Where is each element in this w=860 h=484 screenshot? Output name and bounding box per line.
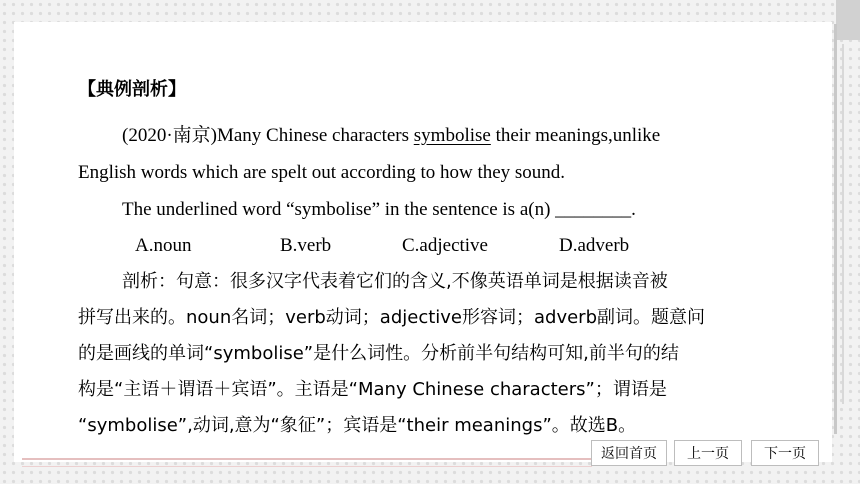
option-b: B.verb: [280, 235, 332, 256]
option-c: C.adjective: [402, 235, 488, 256]
analysis-line-1-text: 剖析：句意：很多汉字代表着它们的含义,不像英语单词是根据读音被: [122, 271, 668, 292]
home-button[interactable]: 返回首页: [591, 440, 667, 466]
analysis-line-4-text: 构是“主语＋谓语＋宾语”。主语是“Many Chinese characters”；谓语是: [78, 379, 667, 400]
analysis-line-5: [78, 408, 636, 444]
analysis-line-3-text: 的是画线的单词“symbolise”是什么词性。分析前半句结构可知,前半句的结: [78, 343, 679, 364]
analysis-line-3: [78, 336, 679, 372]
next-page-button[interactable]: 下一页: [751, 440, 819, 466]
analysis-line-2: [78, 300, 705, 336]
analysis-line-4: [78, 372, 667, 408]
question-line-1: [122, 118, 660, 154]
question-line-2: English words which are spelt out according to how they sound.: [78, 162, 566, 183]
prev-page-button[interactable]: 上一页: [674, 440, 742, 466]
analysis-line-1: [122, 264, 668, 300]
section-heading: 【典例剖析】: [78, 79, 186, 100]
question-line-1-prefix: (2020·南京)Many Chinese characters: [122, 125, 414, 146]
option-d: D.adverb: [559, 235, 630, 256]
question-line-1-suffix: their meanings,unlike: [490, 125, 661, 146]
analysis-line-5-text: “symbolise”,动词,意为“象征”；宾语是“their meanings”。故选B。: [78, 415, 637, 436]
question-line-3: The underlined word “symbolise” in the sentence is a(n) ________.: [122, 199, 636, 220]
option-a: A.noun: [135, 235, 192, 256]
options-row: [0, 228, 860, 264]
analysis-line-2-text: 拼写出来的。noun名词；verb动词；adjective形容词；adverb副词。题意问: [78, 307, 706, 328]
underlined-word: symbolise: [413, 125, 491, 146]
